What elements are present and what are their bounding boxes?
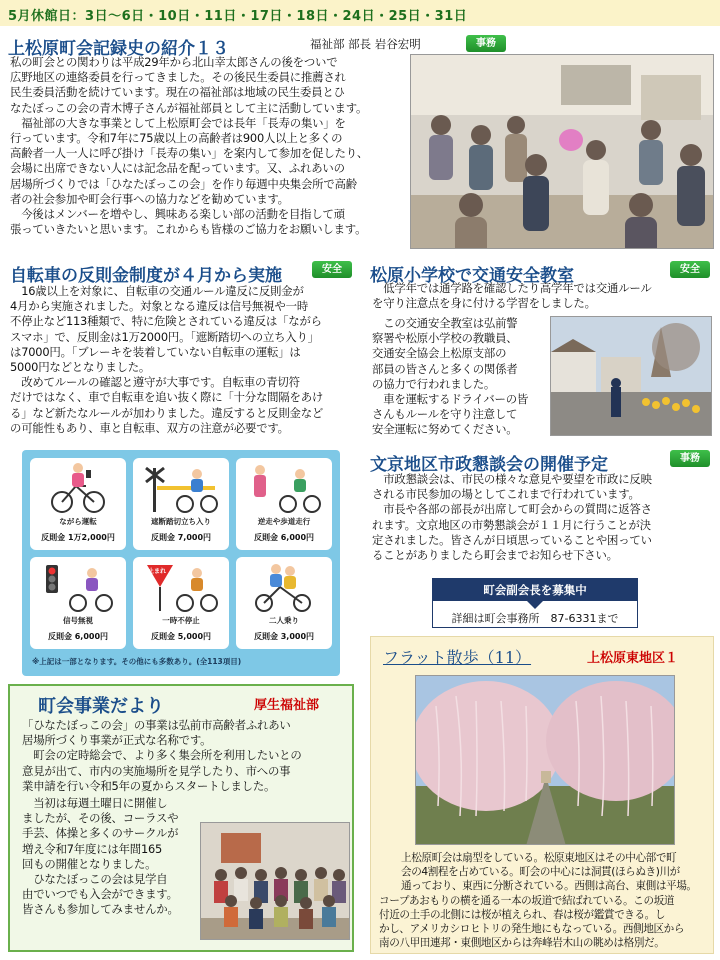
senior-gathering-photo: [410, 54, 714, 249]
notice-arrow-icon: [527, 601, 543, 609]
sec4-badge: 事務: [670, 450, 710, 467]
sec5-line: 「ひなたぼっこの会」の事業は弘前市高齢者ふれあい: [22, 718, 291, 732]
sec5-line: 皆さんも参加してみませんか。: [22, 902, 179, 917]
sec2-line: は7000円。「ブレーキを装着していない自転車の運転」は: [10, 344, 301, 359]
group-photo: [200, 822, 350, 940]
sec5-line: 由でいつでも入会ができます。: [22, 887, 178, 902]
sec2-body: [10, 284, 360, 436]
fine-amount: 反則金 1万2,000円: [41, 533, 115, 542]
sec4-line: 市政懇談会は、市民の様々な意見や要望を市政に反映: [372, 472, 652, 486]
sec3-line: さんもルールを守り注意して: [372, 407, 518, 422]
fine-label: 遮断踏切立ち入り: [151, 517, 211, 526]
sec4-line: ることがありましたら町会までお知らせ下さい。: [372, 548, 618, 563]
sec3-body-top: [372, 281, 712, 311]
sec4-line: 市長や各部の部長が出席して町会からの質問に返答さ: [372, 502, 652, 517]
sec1-line: 行っています。令和7年に75歳以上の高齢者は900人以上と多くの: [10, 131, 343, 146]
sec2-line: 4月から実施されました。対象となる違反は信号無視や一時: [10, 299, 309, 314]
sec5-line: 手芸、体操と多くのサークルが: [22, 826, 179, 841]
sec1-badge: 事務: [466, 35, 506, 52]
sec2-line: だけではなく、車で自転車を追い抜く際に「十分な間隔をあけ: [10, 390, 324, 405]
notice-header: 町会副会長を募集中: [433, 579, 637, 601]
sec1-line: 今後はメンバーを増やし、興味ある楽しい部の活動を目指して頑: [10, 207, 345, 222]
fine-amount: 反則金 7,000円: [150, 533, 212, 542]
fine-amount: 反則金 5,000円: [150, 632, 212, 641]
sec5-line: 回もの開催となりました。: [22, 856, 157, 871]
sec5-line: 町会の定時総会で、より多く集会所を利用したいとの: [22, 748, 302, 763]
fine-label: 一時不停止: [162, 616, 200, 625]
sec6-title: フラット散歩（11）: [383, 648, 532, 667]
sec2-badge: 安全: [312, 261, 352, 278]
cyclist-phone-icon: [48, 462, 108, 514]
sec5-title: 町会事業だより: [38, 696, 164, 717]
sec5-line: 当初は毎週土曜日に開催し: [22, 796, 168, 810]
sec1-body: [10, 55, 410, 237]
fine-card-phone: [30, 458, 126, 550]
traffic-signal-icon: [42, 561, 114, 613]
fine-amount: 反則金 3,000円: [253, 632, 315, 641]
fine-amount: 反則金 6,000円: [47, 632, 109, 641]
sec5-line: 増え令和7年度には年間165: [22, 841, 163, 856]
sec1-title: 上松原町会記録史の紹介１３: [8, 39, 229, 59]
fine-card-tandem: [236, 557, 332, 649]
traffic-class-photo: [550, 316, 712, 436]
sec3-badge: 安全: [670, 261, 710, 278]
sec6-line: 会の4割程を占めている。町会の中心には洞貫(ほらぬき)川が: [401, 866, 680, 879]
sec1-line: 会場に出席できない人には記念品を配っています。又、ふれあいの: [10, 161, 345, 176]
sec5-line: ましたが、その後、コーラスや: [22, 811, 179, 826]
sec5-line: 業申請を行い令和5年の夏からスタートしました。: [22, 778, 276, 793]
sec3-line: 安全運転に努めてください。: [372, 422, 518, 437]
sec3-line: の協力で行われました。: [372, 376, 496, 391]
sec1-line: 福祉部の大きな事業として上松原町会では長年「長寿の集い」を: [10, 115, 346, 130]
sec1-line: 私の町会との関わりは平成29年から北山幸太郎さんの後をついで: [10, 55, 338, 69]
fine-label: 二人乗り: [269, 616, 299, 625]
sec3-body-bottom: [372, 316, 548, 438]
vice-president-notice: [432, 578, 638, 628]
infographic-note: ※上記は一部となります。その他にも多数あり。(全113項目): [32, 657, 242, 666]
sec6-line: 上松原町会は扇型をしている。松原東地区はその中心部で町: [401, 852, 677, 864]
fine-amount: 反則金 6,000円: [253, 533, 315, 542]
flat-walk-box: [370, 636, 714, 954]
railroad-crossing-icon: [143, 462, 219, 514]
sec3-line: 察署や松原小学校の教職員、: [372, 331, 518, 346]
fine-card-stop: [133, 557, 229, 649]
sec2-line: スマホ」で、反則金は1万2000円。「遮断踏切への立ち入り」: [10, 329, 319, 344]
sec1-line: 者の社会参加や町会行事への協力などを勧めています。: [10, 191, 289, 206]
sec5-line: 意見が出て、市内の実施場所を見学したり、市への事: [22, 763, 291, 778]
sec1-line: 広野地区の連絡委員を行ってきました。その後民生委員に推薦され: [10, 70, 346, 85]
sec3-line: 部員の皆さんと多くの関係者: [372, 361, 518, 376]
sec3-title: 松原小学校で交通安全教室: [370, 266, 574, 286]
sec5-body-left: [22, 796, 204, 918]
sec3-line: を守り注意点を身に付ける学習をしました。: [372, 296, 596, 311]
sec2-line: る」など新たなルールが加わりました。違反すると反則金など: [10, 405, 324, 420]
sec6-area: 上松原東地区１: [587, 651, 679, 666]
fine-card-signal: [30, 557, 126, 649]
sec5-line: 居場所づくり事業が正式な名称です。: [22, 733, 212, 748]
fine-card-sidewalk: [236, 458, 332, 550]
sec3-line: 低学年では通学路を確認したり高学年では交通ルール: [372, 281, 652, 295]
sec3-line: 交通安全協会上松原支部の: [372, 346, 507, 361]
sec2-line: 16歳以上を対象に、自転車の交通ルール違反に反則金が: [10, 284, 304, 298]
town-news-box: [8, 684, 354, 952]
sec3-line: この交通安全教室は弘前警: [372, 316, 518, 330]
sec4-title: 文京地区市政懇談会の開催予定: [370, 455, 608, 475]
closing-days-banner: 5月休館日：3日～6日・10日・11日・17日・18日・24日・25日・31日: [0, 0, 720, 26]
fine-label: 逆走や歩道走行: [257, 517, 311, 526]
two-riders-icon: [250, 561, 318, 613]
sec2-line: 5000円などとなりました。: [10, 360, 151, 375]
cherry-blossom-photo: [415, 675, 675, 845]
sec2-title: 自転車の反則金制度が４月から実施: [10, 266, 282, 286]
sec2-line: の可能性もあり、車と自転車、双方の注意が必要です。: [10, 420, 289, 435]
sec6-line: かし、アメリカシロヒトリの発生地にもなっている。西側地区から: [379, 923, 685, 936]
sec2-line: 改めてルールの確認と遵守が大事です。自転車の青切符: [10, 375, 300, 390]
fine-card-crossing: [133, 458, 229, 550]
sec6-line: 南の八甲田連邦・東側地区からは奔峰岩木山の眺めは格別だ。: [379, 937, 665, 950]
stop-sign-text: 止まれ: [148, 568, 167, 575]
notice-body: 詳細は町会事務所 87-6331まで: [451, 612, 619, 625]
sec1-line: 張っていきたいと思います。これからも皆様のご協力をお願いします。: [10, 222, 367, 237]
sec6-line: コープあおもりの横を通る一本の坂道で結ばれている。この坂道: [379, 894, 675, 907]
sec4-line: される市民参加の場としてこれまで行われています。: [372, 487, 640, 502]
sec4-body: [372, 472, 712, 563]
sidewalk-riding-icon: [246, 462, 322, 514]
sec4-line: れます。文京地区の市勢懇談会が１１月に行うことが決: [372, 517, 651, 532]
sec1-line: 居場所づくりでは「ひなたぼっこの会」を作り毎週中央集会所で高齢: [10, 176, 357, 191]
sec1-line: なたぼっこの会の青木博子さんが福祉部員として主に活動しています。: [10, 100, 368, 115]
sec1-line: 高齢者一人一人に呼び掛け「長寿の集い」を案内して参加を促したり、: [10, 146, 369, 161]
sec2-line: 不停止など113種類で、特に危険とされている違反は「ながら: [10, 314, 322, 329]
sec1-line: 民生委員活動を続けています。現在の福祉部は地域の民生委員とひ: [10, 85, 345, 100]
sec5-body-full: [22, 718, 352, 794]
sec3-line: 車を運転するドライバーの皆: [372, 392, 529, 407]
sec6-line: 通っており、東西に分断されている。西側は高台、東側は平場。: [401, 880, 697, 893]
sec6-line: 付近の土手の北側には桜が植えられ、春は桜が鑑賞できる。し: [379, 908, 666, 921]
sec4-line: 定されました。皆さんが日頃思っていることや困ってい: [372, 532, 652, 547]
fine-label: 信号無視: [63, 616, 93, 625]
sec5-dept: 厚生福祉部: [254, 698, 320, 713]
sec6-body: [379, 851, 711, 950]
sec5-line: ひなたぼっこの会は見学自: [22, 872, 168, 887]
fine-label: ながら運転: [59, 517, 97, 526]
sec1-author: 福祉部 部長 岩谷宏明: [310, 37, 421, 51]
bicycle-fines-infographic: [22, 450, 340, 676]
